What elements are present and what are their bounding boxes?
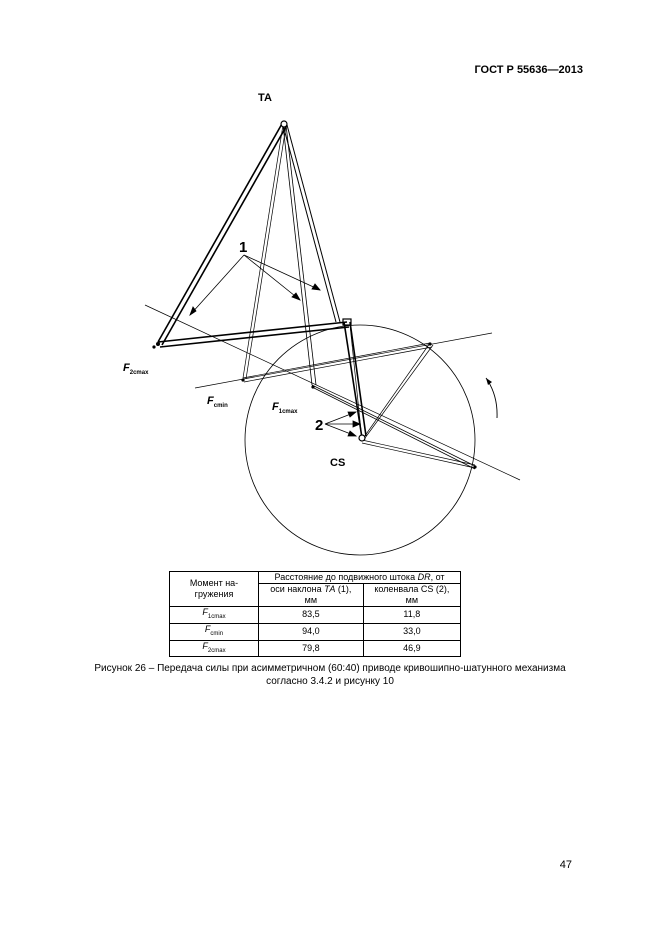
header-ta-column: оси наклона ТА (1), мм bbox=[259, 584, 364, 607]
construction-line-a bbox=[145, 305, 520, 480]
label-cs: CS bbox=[330, 457, 346, 469]
rotation-arrow-icon bbox=[486, 378, 497, 418]
header-moment: Момент на- гружения bbox=[170, 572, 259, 607]
label-f2cmax: $F_{2cmax}$ bbox=[123, 362, 149, 376]
table-row: $F_{cmin}$ 94,0 33,0 bbox=[170, 623, 461, 640]
label-f1cmax: $F_{1cmax}$ bbox=[272, 401, 298, 415]
label-ta: ТА bbox=[258, 92, 272, 104]
header-distance-group: Расстояние до подвижного штока DR, от bbox=[259, 572, 461, 584]
marker-2-leaders bbox=[325, 412, 360, 436]
table-row: $F_{1cmax}$ 83,5 11,8 bbox=[170, 607, 461, 624]
distance-table bbox=[169, 571, 461, 657]
page-number: 47 bbox=[559, 859, 572, 871]
caption-line-1: Рисунок 26 – Передача силы при асимметричном (60:40) приводе кривошипно-шатунного механизма bbox=[94, 663, 566, 674]
marker-1-label: 1 bbox=[239, 239, 248, 256]
document-header: ГОСТ Р 55636—2013 bbox=[474, 64, 583, 76]
figure-caption bbox=[40, 662, 620, 688]
label-fcmin: $F_{cmin}$ bbox=[207, 395, 228, 409]
ta-pivot bbox=[281, 121, 287, 127]
f1cmax-linkage bbox=[283, 125, 475, 469]
fcmin-linkage bbox=[243, 125, 432, 382]
table-row: $F_{2cmax}$ 79,8 46,9 bbox=[170, 640, 461, 657]
construction-line-b bbox=[195, 333, 492, 388]
marker-2-label: 2 bbox=[315, 417, 324, 434]
header-cs-column: коленвала CS (2), мм bbox=[363, 584, 460, 607]
caption-line-2: согласно 3.4.2 и рисунку 10 bbox=[266, 676, 394, 687]
cs-pivot bbox=[359, 435, 365, 441]
